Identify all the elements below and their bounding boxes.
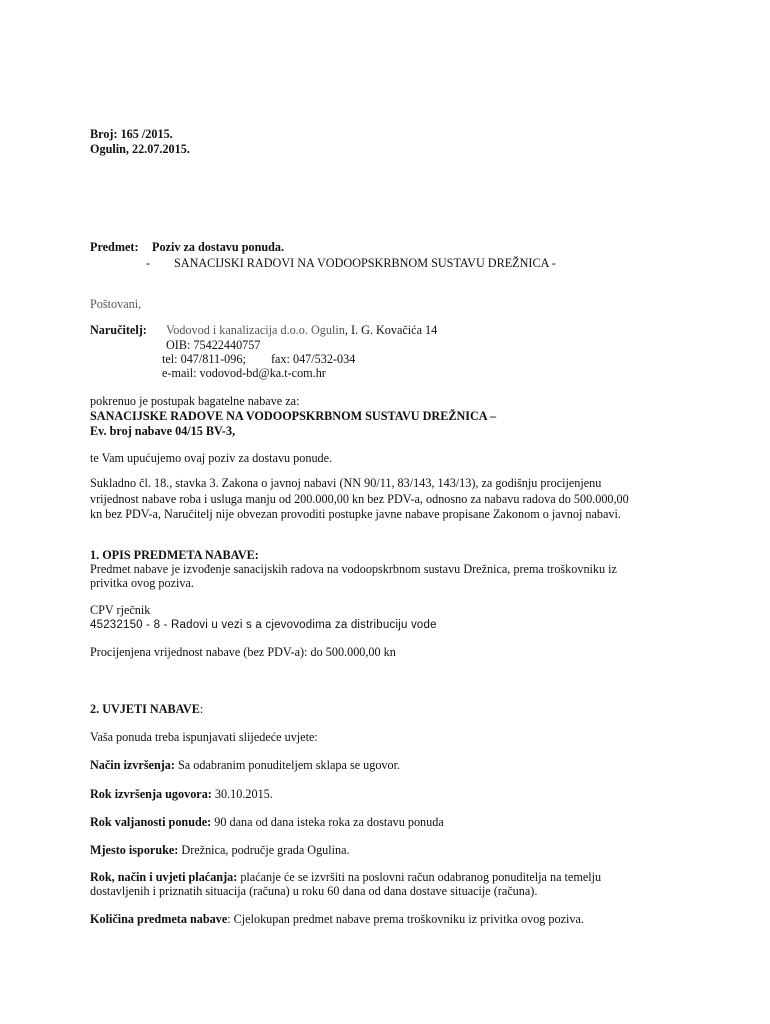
legal-line-3: kn bez PDV-a, Naručitelj nije obvezan provoditi postupke javne nabave propisane Zakonom o javnoj nabavi.: [90, 507, 621, 521]
section-1-line-2: privitka ovog poziva.: [90, 576, 194, 590]
intro-line-3: Ev. broj nabave 04/15 BV-3,: [90, 424, 236, 438]
condition-method: [90, 758, 400, 773]
greeting: Poštovani,: [90, 297, 142, 311]
client-label: Naručitelj:: [90, 323, 147, 337]
condition-text: Sa odabranim ponuditeljem sklapa se ugovor.: [174, 758, 401, 772]
section-2-heading: [90, 702, 203, 717]
condition-text: Drežnica, područje grada Ogulina.: [178, 843, 350, 857]
section-2-intro: Vaša ponuda treba ispunjavati slijedeće uvjete:: [90, 730, 318, 744]
condition-label: Rok izvršenja ugovora:: [90, 787, 212, 801]
client-email: e-mail: vodovod-bd@ka.t-com.hr: [162, 366, 326, 380]
subject-subtitle: SANACIJSKI RADOVI NA VODOOPSKRBNOM SUSTAVU DREŽNICA -: [174, 256, 556, 270]
section-2-heading-text: 2. UVJETI NABAVE: [90, 702, 200, 716]
subject-dash: -: [146, 256, 151, 270]
condition-label: Rok, način i uvjeti plaćanja:: [90, 870, 238, 884]
legal-line-2: vrijednost nabave roba i usluga manju od 200.000,00 kn bez PDV-a, odnosno za nabavu radova do 500.000,00: [90, 492, 629, 506]
cpv-code: 45232150 - 8 - Radovi u vezi s a cjevovodima za distribuciju vode: [90, 619, 437, 631]
condition-payment-line-2: dostavljenih i priznatih situacija (računa) u roku 60 dana od dana dostave situacije (računa).: [90, 884, 538, 898]
document-number: Broj: 165 /2015.: [90, 127, 173, 141]
client-name: Vodovod i kanalizacija d.o.o. Ogulin: [166, 323, 345, 337]
client-name-line: [166, 323, 437, 338]
legal-line-1: Sukladno čl. 18., stavka 3. Zakona o javnoj nabavi (NN 90/11, 83/143, 143/13), za godišnju procijenjenu: [90, 476, 602, 490]
condition-validity: [90, 815, 444, 830]
client-tel: tel: 047/811-096;: [162, 352, 246, 366]
subject-label: Predmet:: [90, 240, 139, 254]
subject-title: Poziv za dostavu ponuda.: [152, 240, 285, 254]
condition-label: Rok valjanosti ponude:: [90, 815, 212, 829]
section-1-heading: 1. OPIS PREDMETA NABAVE:: [90, 548, 259, 562]
cpv-label: CPV rječnik: [90, 603, 151, 617]
client-fax: fax: 047/532-034: [271, 352, 356, 366]
intro-line-2: SANACIJSKE RADOVE NA VODOOPSKRBNOM SUSTAVU DREŽNICA –: [90, 409, 497, 423]
invite-line: te Vam upućujemo ovaj poziv za dostavu ponude.: [90, 451, 333, 465]
client-oib: OIB: 75422440757: [166, 338, 261, 352]
client-address: , I. G. Kovačića 14: [344, 323, 438, 337]
condition-deadline: [90, 787, 273, 802]
section-2-heading-colon: :: [199, 702, 204, 716]
condition-text: 90 dana od dana isteka roka za dostavu ponuda: [211, 815, 444, 829]
condition-text: : Cjelokupan predmet nabave prema troškovniku iz privitka ovog poziva.: [227, 912, 584, 926]
intro-line-1: pokrenuo je postupak bagatelne nabave za:: [90, 394, 300, 408]
section-1-line-1: Predmet nabave je izvođenje sanacijskih radova na vodoopskrbnom sustavu Drežnica, prema troškovniku iz: [90, 562, 617, 576]
condition-label: Mjesto isporuke:: [90, 843, 179, 857]
place-date: Ogulin, 22.07.2015.: [90, 142, 190, 156]
condition-text: plaćanje će se izvršiti na poslovni račun odabranog ponuditelja na temelju: [237, 870, 602, 884]
condition-payment: [90, 870, 601, 885]
condition-delivery-place: [90, 843, 350, 858]
condition-text: 30.10.2015.: [211, 787, 273, 801]
condition-label: Količina predmeta nabave: [90, 912, 228, 926]
condition-label: Način izvršenja:: [90, 758, 175, 772]
estimated-value: Procijenjena vrijednost nabave (bez PDV-a): do 500.000,00 kn: [90, 645, 396, 659]
condition-quantity: [90, 912, 584, 927]
